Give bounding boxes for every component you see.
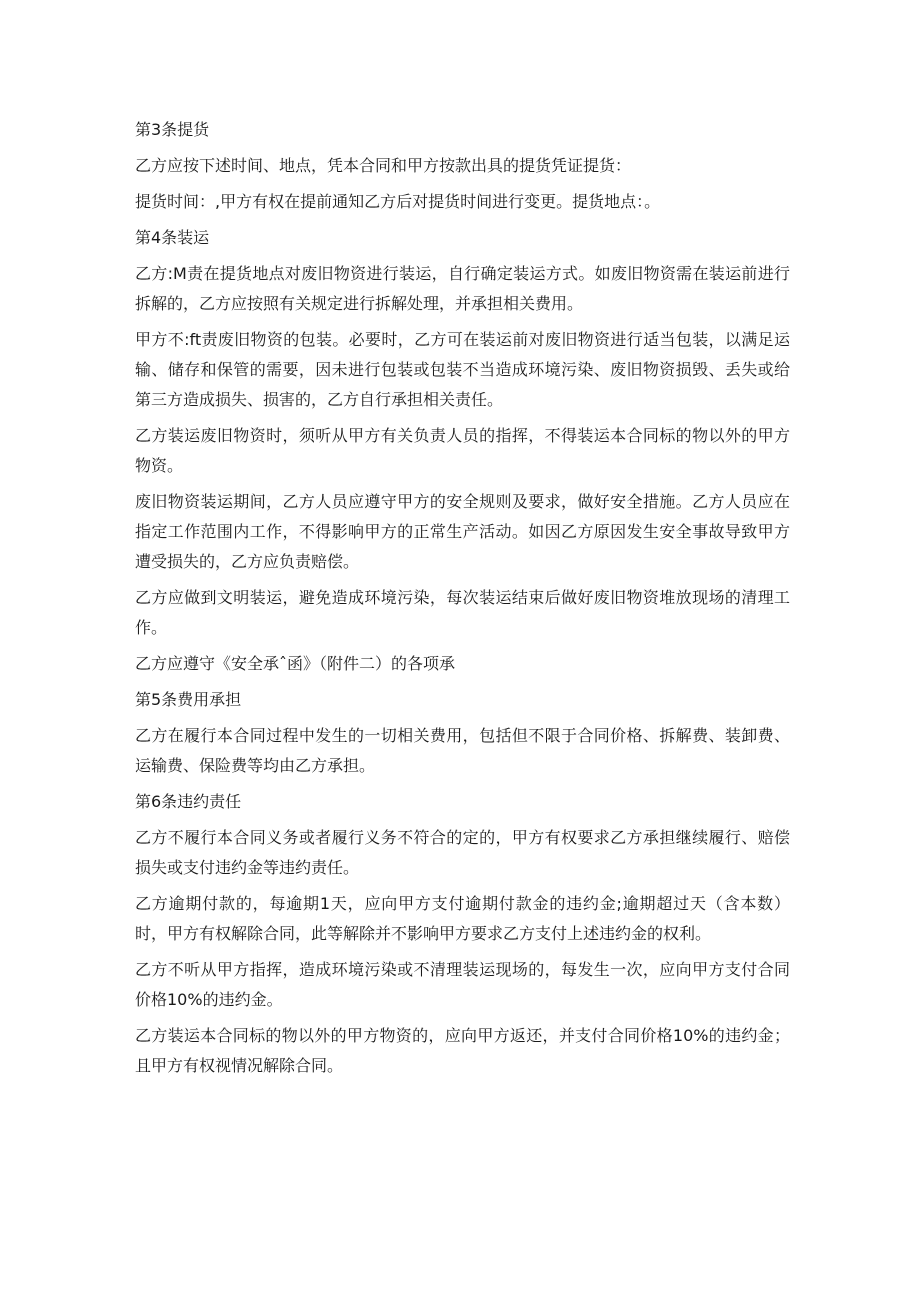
paragraph: 乙方装运本合同标的物以外的甲方物资的，应向甲方返还，并支付合同价格10%的违约金；且甲方有权视情况解除合同。 — [135, 1026, 790, 1075]
article-5-heading: 第5条费用承担 — [135, 690, 242, 709]
document-body — [135, 115, 790, 1087]
paragraph: 乙方:M责在提货地点对废旧物资进行装运，自行确定装运方式。如废旧物资需在装运前进行拆解的，乙方应按照有关规定进行拆解处理，并承担相关费用。 — [135, 264, 790, 313]
article-6-heading: 第6条违约责任 — [135, 792, 242, 811]
paragraph: 甲方不:ft责废旧物资的包装。必要时，乙方可在装运前对废旧物资进行适当包装，以满足运输、储存和保管的需要，因未进行包装或包装不当造成环境污染、废旧物资损毁、丢失或给第三方造成损失、损害的，乙方自行承担相关责任。 — [135, 330, 790, 409]
paragraph: 乙方逾期付款的，每逾期1天，应向甲方支付逾期付款金的违约金;逾期超过天（含本数）时，甲方有权解除合同，此等解除并不影响甲方要求乙方支付上述违约金的权利。 — [135, 894, 790, 943]
paragraph: 乙方应遵守《安全承ˆ函》（附件二）的各项承 — [135, 654, 456, 673]
paragraph: 乙方不听从甲方指挥，造成环境污染或不清理装运现场的，每发生一次，应向甲方支付合同价格10%的违约金。 — [135, 960, 790, 1009]
paragraph: 乙方在履行本合同过程中发生的一切相关费用，包括但不限于合同价格、拆解费、装卸费、运输费、保险费等均由乙方承担。 — [135, 726, 790, 775]
paragraph: 提货时间：,甲方有权在提前通知乙方后对提货时间进行变更。提货地点：。 — [135, 192, 661, 211]
paragraph: 废旧物资装运期间，乙方人员应遵守甲方的安全规则及要求，做好安全措施。乙方人员应在指定工作范围内工作，不得影响甲方的正常生产活动。如因乙方原因发生安全事故导致甲方遭受损失的，乙方应负责赔偿。 — [135, 492, 790, 571]
article-3-heading: 第3条提货 — [135, 120, 210, 139]
paragraph: 乙方应做到文明装运，避免造成环境污染，每次装运结束后做好废旧物资堆放现场的清理工作。 — [135, 588, 790, 637]
paragraph: 乙方不履行本合同义务或者履行义务不符合的定的，甲方有权要求乙方承担继续履行、赔偿损失或支付违约金等违约责任。 — [135, 828, 790, 877]
paragraph: 乙方应按下述时间、地点，凭本合同和甲方按款出具的提货凭证提货： — [135, 156, 632, 175]
article-4-heading: 第4条装运 — [135, 228, 210, 247]
paragraph: 乙方装运废旧物资时，须听从甲方有关负责人员的指挥，不得装运本合同标的物以外的甲方物资。 — [135, 426, 790, 475]
